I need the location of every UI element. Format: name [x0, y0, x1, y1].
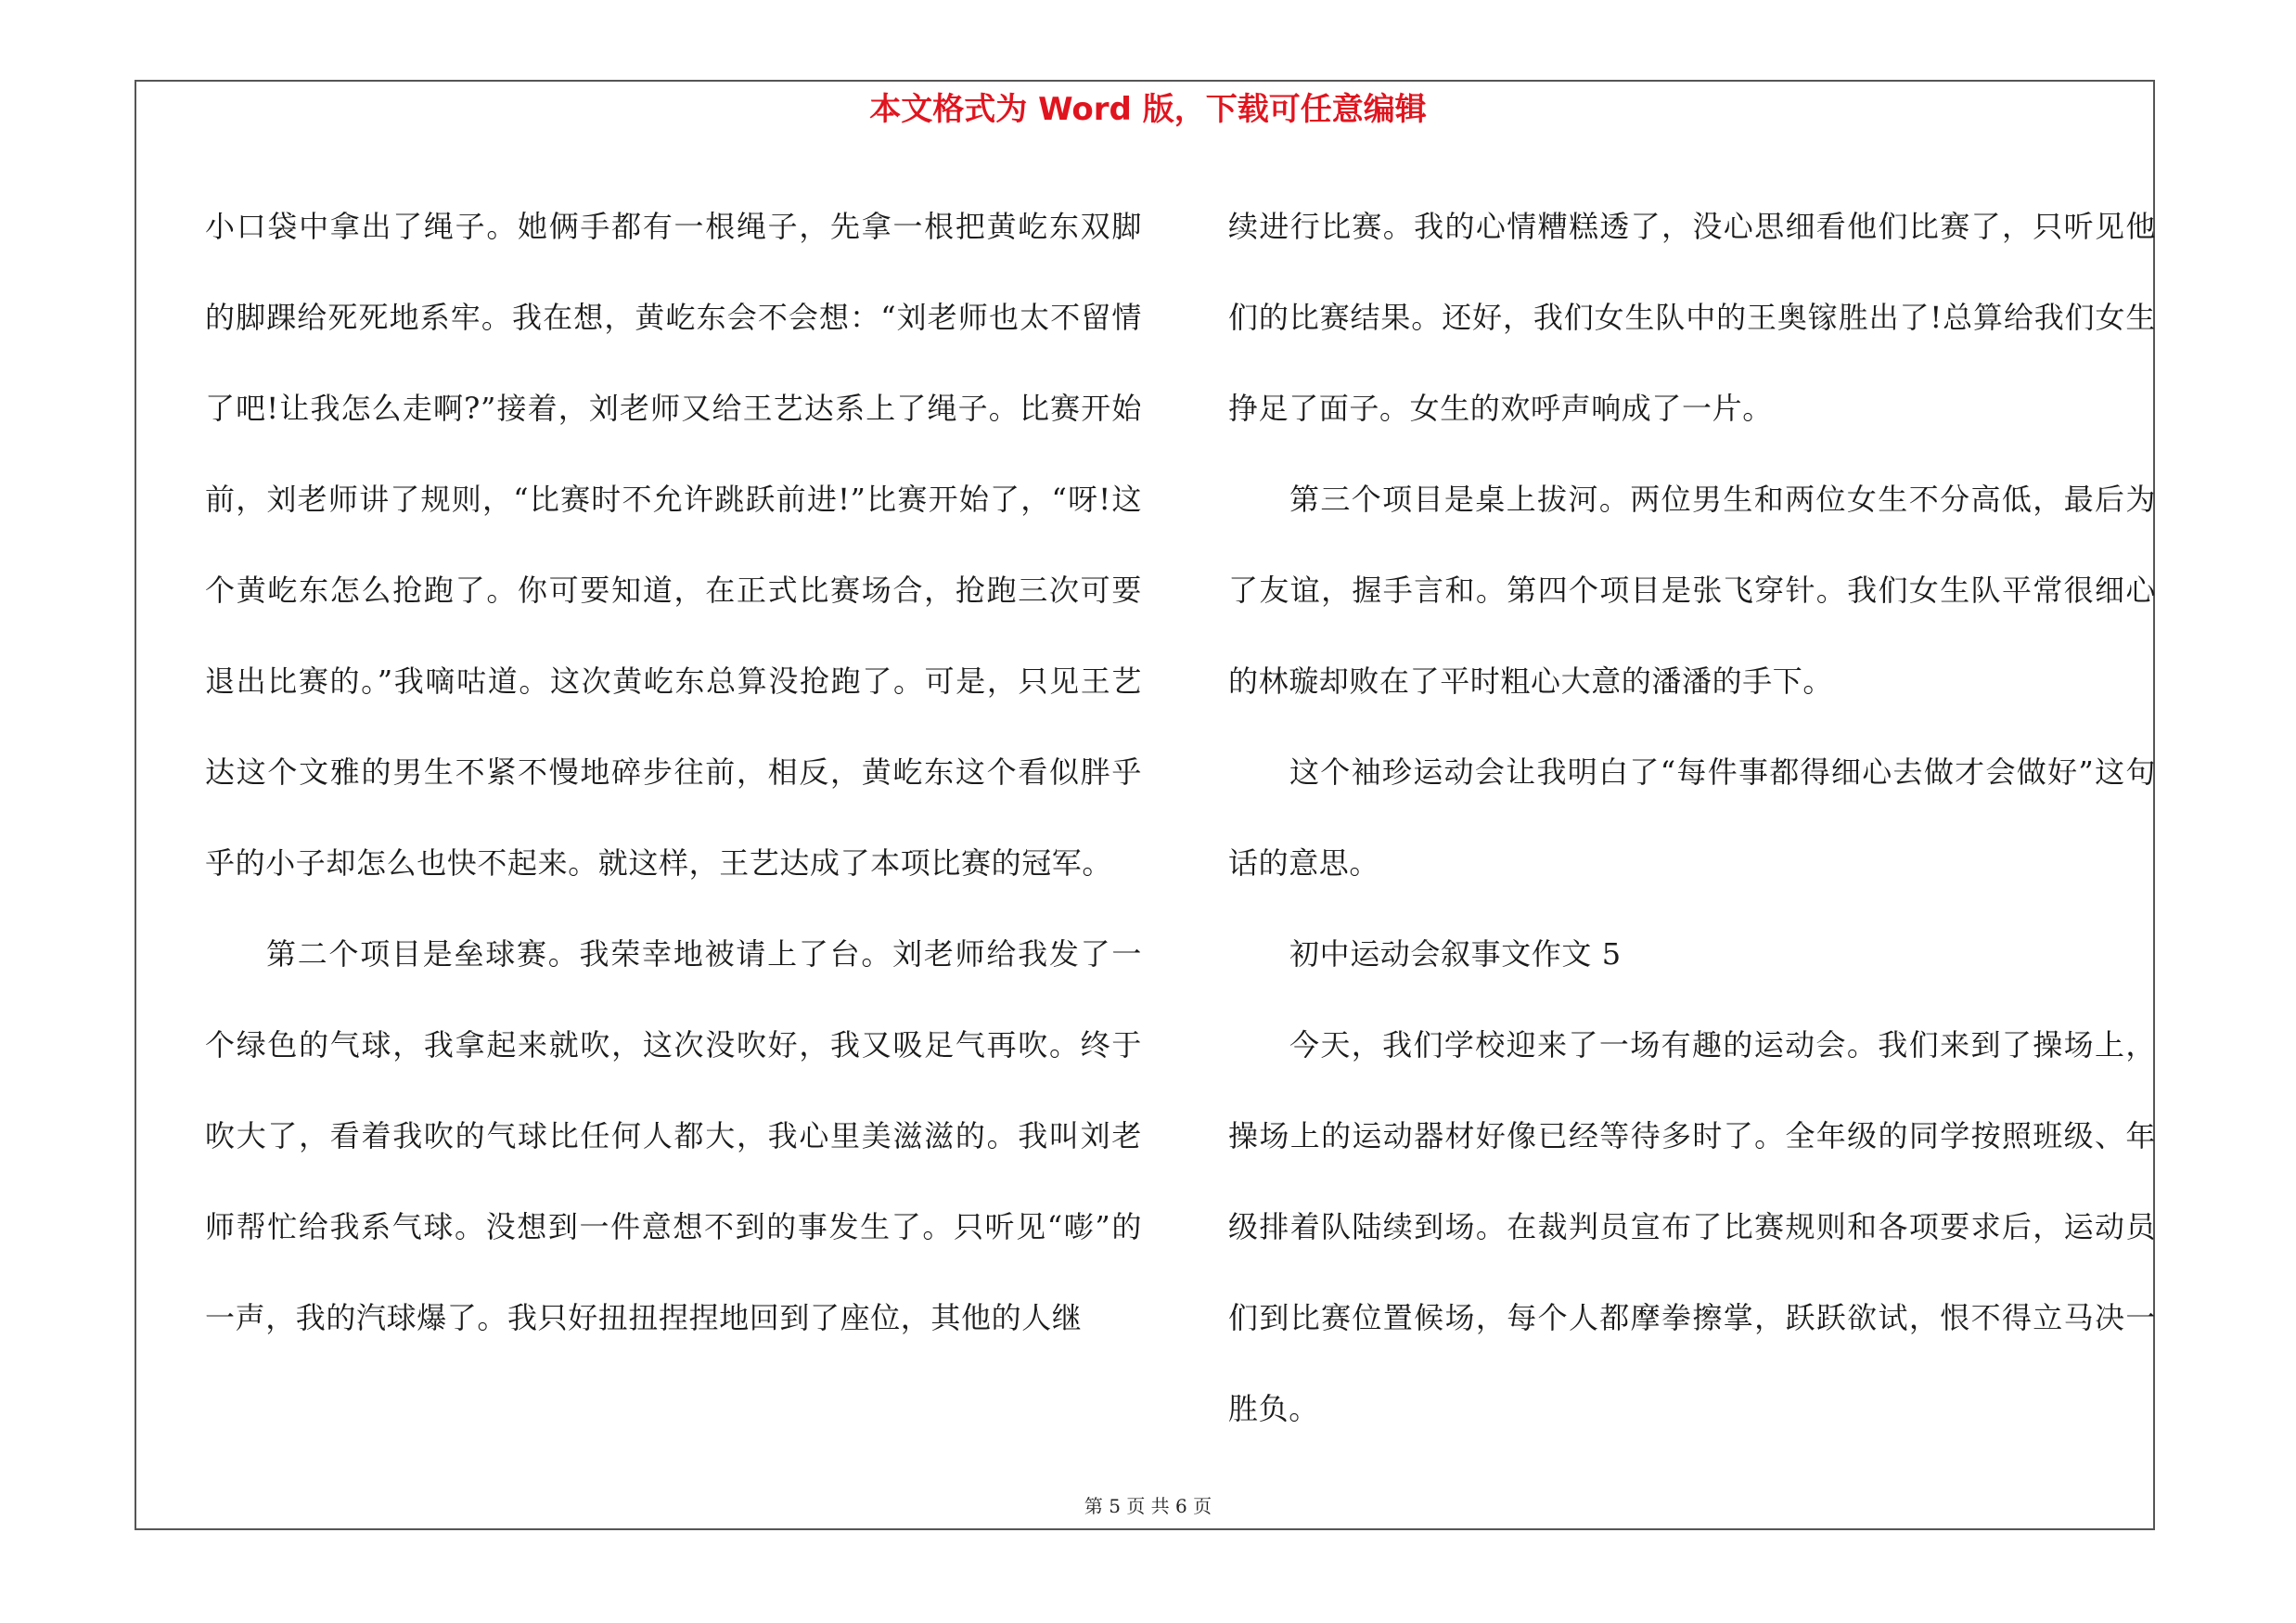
section-heading: 初中运动会叙事文作文 5 — [1289, 936, 1622, 972]
paragraph: 续进行比赛。我的心情糟糕透了，没心思细看他们比赛了，只听见他们的比赛结果。还好，我们女生队中的王奥镓胜出了!总算给我们女生挣足了面子。女生的欢呼声响成了一片。 — [1228, 209, 2156, 426]
paragraph: 这个袖珍运动会让我明白了“每件事都得细心去做才会做好”这句话的意思。 — [1228, 754, 2156, 881]
paragraph: 第二个项目是垒球赛。我荣幸地被请上了台。刘老师给我发了一个绿色的气球，我拿起来就吹，这次没吹好，我又吸足气再吹。终于吹大了，看着我吹的气球比任何人都大，我心里美滋滋的。我叫刘老师帮忙给我系气球。没想到一件意想不到的事发生了。只听见“嘭”的一声，我的汽球爆了。我只好扭扭捏捏地回到了座位，其他的人继 — [205, 936, 1142, 1335]
paragraph: 今天，我们学校迎来了一场有趣的运动会。我们来到了操场上，操场上的运动器材好像已经等待多时了。全年级的同学按照班级、年级排着队陆续到场。在裁判员宣布了比赛规则和各项要求后，运动员们到比赛位置候场，每个人都摩拳擦掌，跃跃欲试，恨不得立马决一胜负。 — [1228, 1027, 2156, 1426]
header-banner: 本文格式为 Word 版，下载可任意编辑 — [869, 91, 1427, 128]
left-column — [205, 181, 1142, 1363]
paragraph: 小口袋中拿出了绳子。她俩手都有一根绳子，先拿一根把黄屹东双脚的脚踝给死死地系牢。我在想，黄屹东会不会想：“刘老师也太不留情了吧!让我怎么走啊?”接着，刘老师又给王艺达系上了绳子。比赛开始前，刘老师讲了规则，“比赛时不允许跳跃前进!”比赛开始了，“呀!这个黄屹东怎么抢跑了。你可要知道，在正式比赛场合，抢跑三次可要退出比赛的。”我嘀咕道。这次黄屹东总算没抢跑了。可是，只见王艺达这个文雅的男生不紧不慢地碎步往前，相反，黄屹东这个看似胖乎乎的小子却怎么也快不起来。就这样，王艺达成了本项比赛的冠军。 — [205, 209, 1142, 881]
page-number: 第 5 页 共 6 页 — [1084, 1495, 1212, 1517]
right-column — [1228, 181, 2156, 1454]
paragraph: 第三个项目是桌上拔河。两位男生和两位女生不分高低，最后为了友谊，握手言和。第四个项目是张飞穿针。我们女生队平常很细心的林璇却败在了平时粗心大意的潘潘的手下。 — [1228, 482, 2156, 699]
